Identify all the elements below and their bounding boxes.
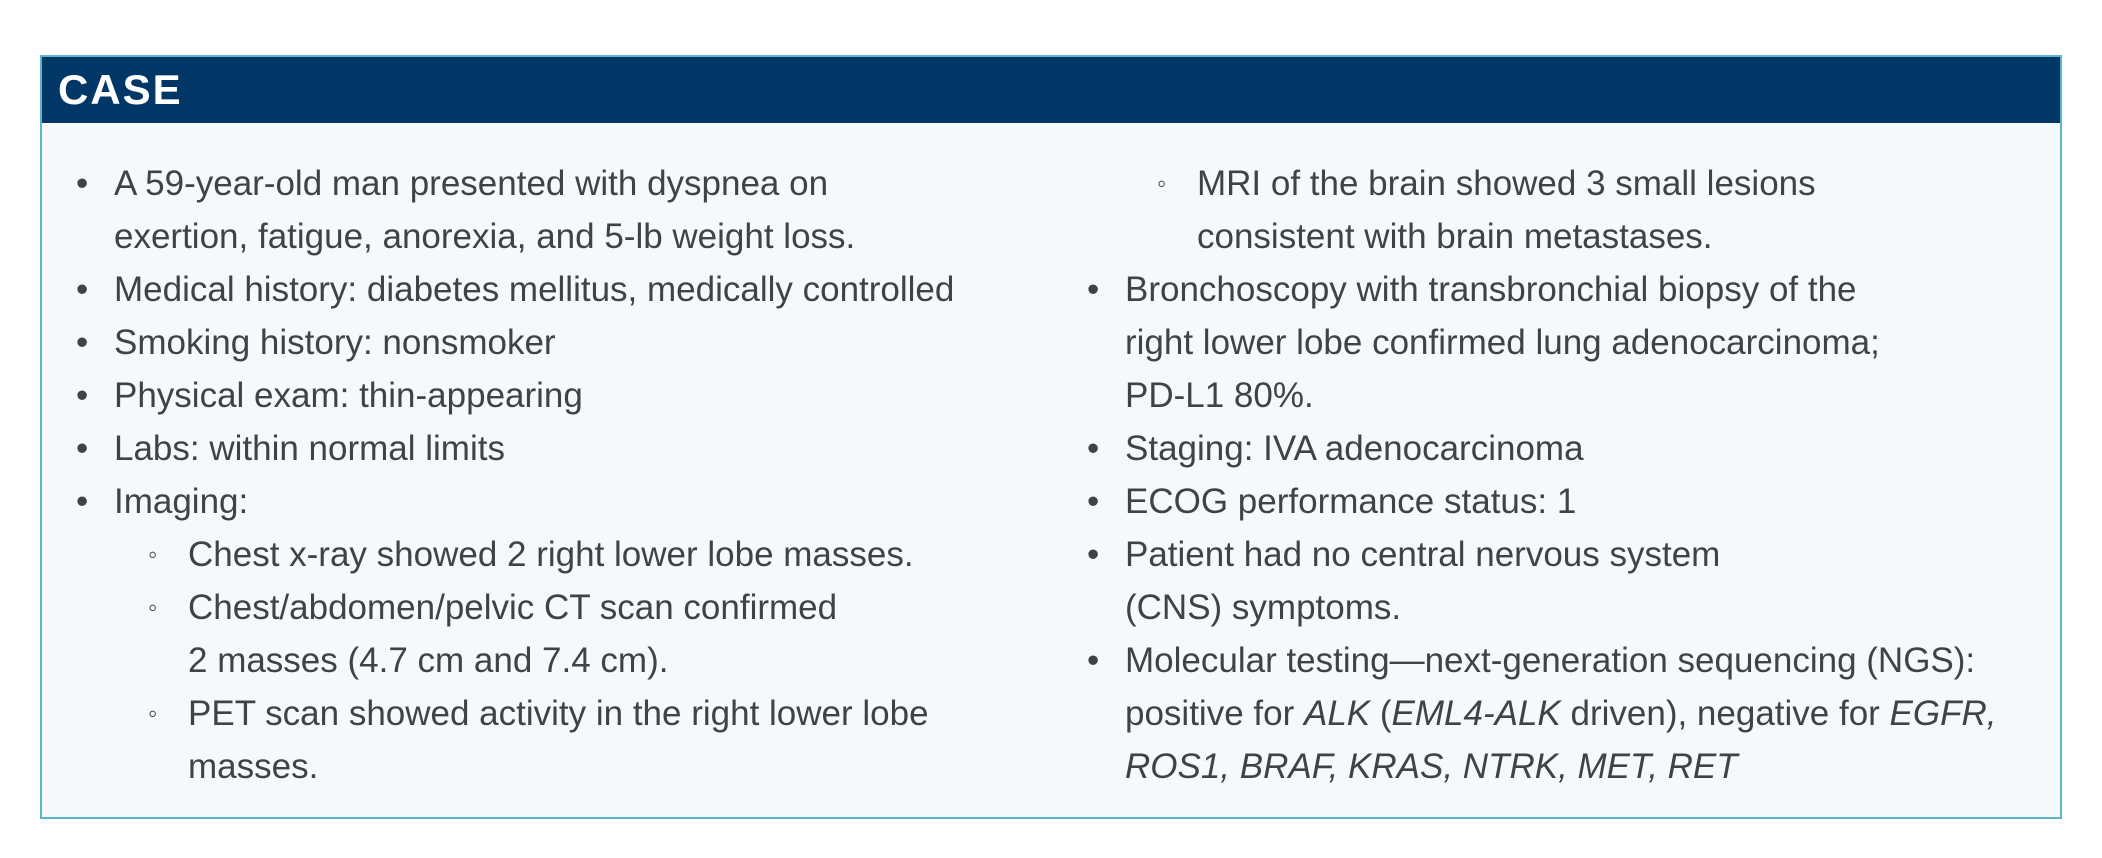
gene-eml4-alk-text: EML4-ALK bbox=[1391, 694, 1561, 733]
list-item-text: right lower lobe confirmed lung adenocarcinoma; bbox=[1125, 323, 1880, 362]
list-item bbox=[1087, 475, 2047, 528]
sub-list-item bbox=[1087, 157, 1837, 263]
list-item-text: Imaging: bbox=[114, 482, 249, 521]
list-item-text: Staging: IVA adenocarcinoma bbox=[1125, 429, 1584, 468]
gene-alk-text: ALK bbox=[1303, 694, 1371, 733]
bullet-icon: • bbox=[76, 376, 89, 415]
bullet-icon: • bbox=[1087, 535, 1100, 574]
list-item-molecular-testing bbox=[1087, 634, 2050, 793]
list-item bbox=[1087, 422, 2047, 475]
list-item-text: Bronchoscopy with transbronchial biopsy of the bbox=[1125, 270, 1857, 309]
list-item bbox=[76, 369, 1076, 422]
paren-open-text: ( bbox=[1370, 694, 1392, 733]
case-title: CASE bbox=[58, 66, 183, 113]
sub-list-item-text: Chest x-ray showed 2 right lower lobe masses. bbox=[188, 535, 914, 574]
list-item-text: (CNS) symptoms. bbox=[1125, 588, 1402, 627]
sub-bullet-icon: ◦ bbox=[148, 539, 158, 569]
sub-bullet-icon: ◦ bbox=[148, 698, 158, 728]
bullet-icon: • bbox=[1087, 482, 1100, 521]
sub-list-item-text: MRI of the brain showed 3 small lesions consistent with brain metastases. bbox=[1197, 164, 1816, 256]
list-item-text: Medical history: diabetes mellitus, medically controlled bbox=[114, 270, 955, 309]
bullet-icon: • bbox=[76, 270, 89, 309]
case-panel bbox=[40, 55, 2062, 819]
list-item bbox=[1087, 528, 2047, 634]
bullet-icon: • bbox=[1087, 270, 1100, 309]
bullet-icon: • bbox=[1087, 429, 1100, 468]
sub-list-item-text: PET scan showed activity in the right lower lobe masses. bbox=[188, 694, 929, 786]
bullet-icon: • bbox=[76, 164, 89, 203]
right-column bbox=[1087, 157, 2047, 793]
sub-list-item bbox=[76, 687, 1058, 793]
sub-bullet-icon: ◦ bbox=[148, 592, 158, 622]
sub-list-item bbox=[76, 581, 1076, 687]
list-item bbox=[76, 475, 1076, 528]
sub-list-item-text: 2 masses (4.7 cm and 7.4 cm). bbox=[188, 641, 669, 680]
list-item bbox=[76, 316, 1076, 369]
sub-bullet-icon: ◦ bbox=[1157, 168, 1167, 198]
molecular-prefix-text: Molecular testing—next-generation sequencing (NGS): positive for bbox=[1125, 641, 1976, 733]
list-item-text: A 59-year-old man presented with dyspnea on exertion, fatigue, anorexia, and 5-lb weight loss. bbox=[114, 164, 856, 256]
list-item bbox=[76, 157, 894, 263]
list-item-text: Labs: within normal limits bbox=[114, 429, 505, 468]
list-item-text: Smoking history: nonsmoker bbox=[114, 323, 556, 362]
list-item-text: PD-L1 80%. bbox=[1125, 376, 1314, 415]
list-item bbox=[76, 263, 1076, 316]
negative-genes-text: EGFR, ROS1, BRAF, KRAS, NTRK, MET, RET bbox=[1125, 694, 1997, 786]
bullet-icon: • bbox=[76, 482, 89, 521]
list-item-text: Physical exam: thin-appearing bbox=[114, 376, 583, 415]
list-item bbox=[1087, 263, 2047, 422]
molecular-mid-text: driven), negative for bbox=[1560, 694, 1890, 733]
case-header bbox=[42, 57, 2060, 123]
left-column bbox=[76, 157, 1076, 793]
sub-list-item-text: Chest/abdomen/pelvic CT scan confirmed bbox=[188, 588, 838, 627]
list-item-text: ECOG performance status: 1 bbox=[1125, 482, 1577, 521]
list-item bbox=[76, 422, 1076, 475]
sub-list-item bbox=[76, 528, 1076, 581]
bullet-icon: • bbox=[76, 429, 89, 468]
bullet-icon: • bbox=[76, 323, 89, 362]
list-item-text: Patient had no central nervous system bbox=[1125, 535, 1721, 574]
bullet-icon: • bbox=[1087, 641, 1100, 680]
